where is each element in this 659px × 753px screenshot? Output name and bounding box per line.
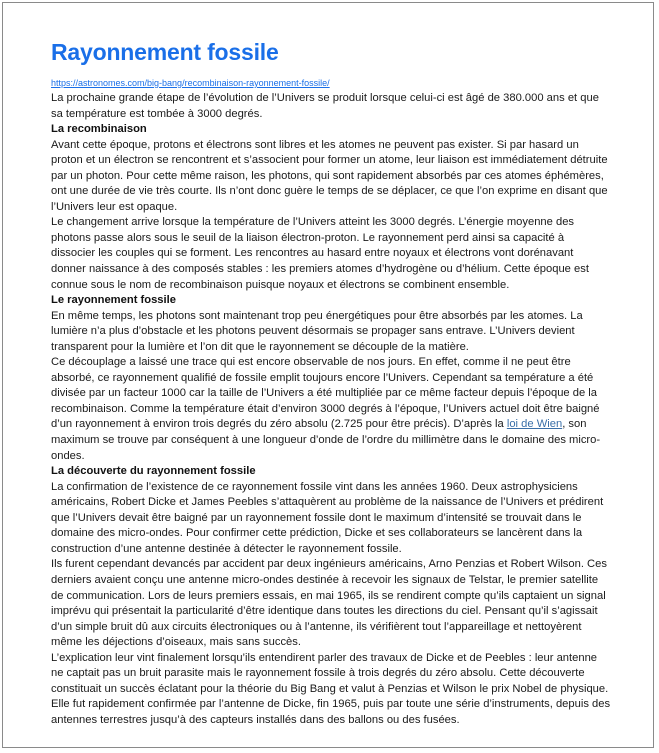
paragraph-with-link [51,355,611,464]
loi-de-wien-link[interactable]: loi de Wien [506,418,563,431]
source-link[interactable]: https://astronomes.com/big-bang/recombinaison-rayonnement-fossile/ [51,78,330,88]
section-heading-recombinaison: La recombinaison [51,123,147,136]
document-content [51,37,611,728]
paragraph: L’explication leur vint finalement lorsqu’ils entendirent parler des travaux de Dicke et de Peebles : leur antenne ne captait pas un bruit parasite mais le rayonnement fossile à trois degrés du zéro absolu. Cette découverte constituait un succès éclatant pour la théorie du Big Bang et valut à Penzias et Wilson le prix Nobel de physique. Elle fut rapidement confirmée par l’antenne de Dicke, fin 1965, puis par toute une série d’instruments, depuis des antennes terrestres jusqu’à des capteurs installés dans des ballons ou des fusées. [51,651,611,726]
section-heading-decouverte: La découverte du rayonnement fossile [51,465,256,478]
paragraph: Ils furent cependant devancés par accident par deux ingénieurs américains, Arno Penzias et Robert Wilson. Ces derniers avaient conçu une antenne micro-ondes destinée à recevoir les signaux de Telstar, le premier satellite de communication. Lors de leurs premiers essais, en mai 1965, ils se rendirent compte qu’ils captaient un signal imprévu qui présentait la particularité d’être identique dans toutes les directions du ciel. Pensant qu’il s’agissait d’un simple bruit dû aux circuits électroniques ou à l’antenne, ils vérifièrent tout l’appareillage et nettoyèrent même les déjections d’oiseaux, mais sans succès. [51,558,607,649]
page-title: Rayonnement fossile [51,39,279,65]
section-heading-rayonnement-fossile: Le rayonnement fossile [51,294,176,307]
paragraph-text: Ce découplage a laissé une trace qui est encore observable de nos jours. En effet, comme il ne peut être absorbé, ce rayonnement qualifié de fossile emplit toujours encore l’Univers. Cependant sa température a été divisée par un facteur 1000 car la taille de l’Univers a été multipliée par ce même facteur depuis l’époque de la recombinaison. Comme la température était d’environ 3000 degrés à l’époque, l’Univers actuel doit être baigné d’un rayonnement à environ trois degrés du zéro absolu (2.725 pour être précis). D’après la [51,356,600,431]
document-page [2,2,654,748]
paragraph-text: , son maximum se trouve par conséquent à une longueur d’onde de l’ordre du millimètre dans le domaine des micro-ondes. [51,418,601,462]
intro-paragraph: La prochaine grande étape de l’évolution de l’Univers se produit lorsque celui-ci est âgé de 380.000 ans et que sa température est tombée à 3000 degrés. [51,92,599,120]
paragraph: La confirmation de l’existence de ce rayonnement fossile vint dans les années 1960. Deux astrophysiciens américains, Robert Dicke et James Peebles s’attaquèrent au problème de la naissance de l’Univers et prédirent que l’Univers devait être baigné par un rayonnement fossile dont le maximum d’intensité se trouvait dans le domaine des micro-ondes. Pour confirmer cette prédiction, Dicke et ses collaborateurs se lancèrent dans la construction d’une antenne destinée à détecter le rayonnement fossile. [51,480,604,555]
paragraph: En même temps, les photons sont maintenant trop peu énergétiques pour être absorbés par les atomes. La lumière n’a plus d’obstacle et les photons peuvent désormais se propager sans entrave. L’Univers devient transparent pour la lumière et l’on dit que le rayonnement se découple de la matière. [51,309,583,353]
paragraph: Avant cette époque, protons et électrons sont libres et les atomes ne peuvent pas exister. Si par hasard un proton et un électron se rencontrent et s’associent pour former un atome, leur liaison est immédiatement détruite par un photon. Pour cette même raison, les photons, qui sont rapidement absorbés par ces atomes éphémères, ont une durée de vie très courte. Ils n’ont donc guère le temps de se déplacer, ce que l’on exprime en disant que l’Univers leur est opaque. [51,138,608,213]
paragraph: Le changement arrive lorsque la température de l’Univers atteint les 3000 degrés. L’énergie moyenne des photons passe alors sous le seuil de la liaison électron-proton. Le rayonnement perd ainsi sa capacité à dissocier les couples qui se forment. Les rencontres au hasard entre noyaux et électrons vont dorénavant donner naissance à des composés stables : les premiers atomes d’hydrogène ou d’hélium. Cette époque est connue sous le nom de recombinaison puisque noyaux et électrons se combinent ensemble. [51,216,589,291]
